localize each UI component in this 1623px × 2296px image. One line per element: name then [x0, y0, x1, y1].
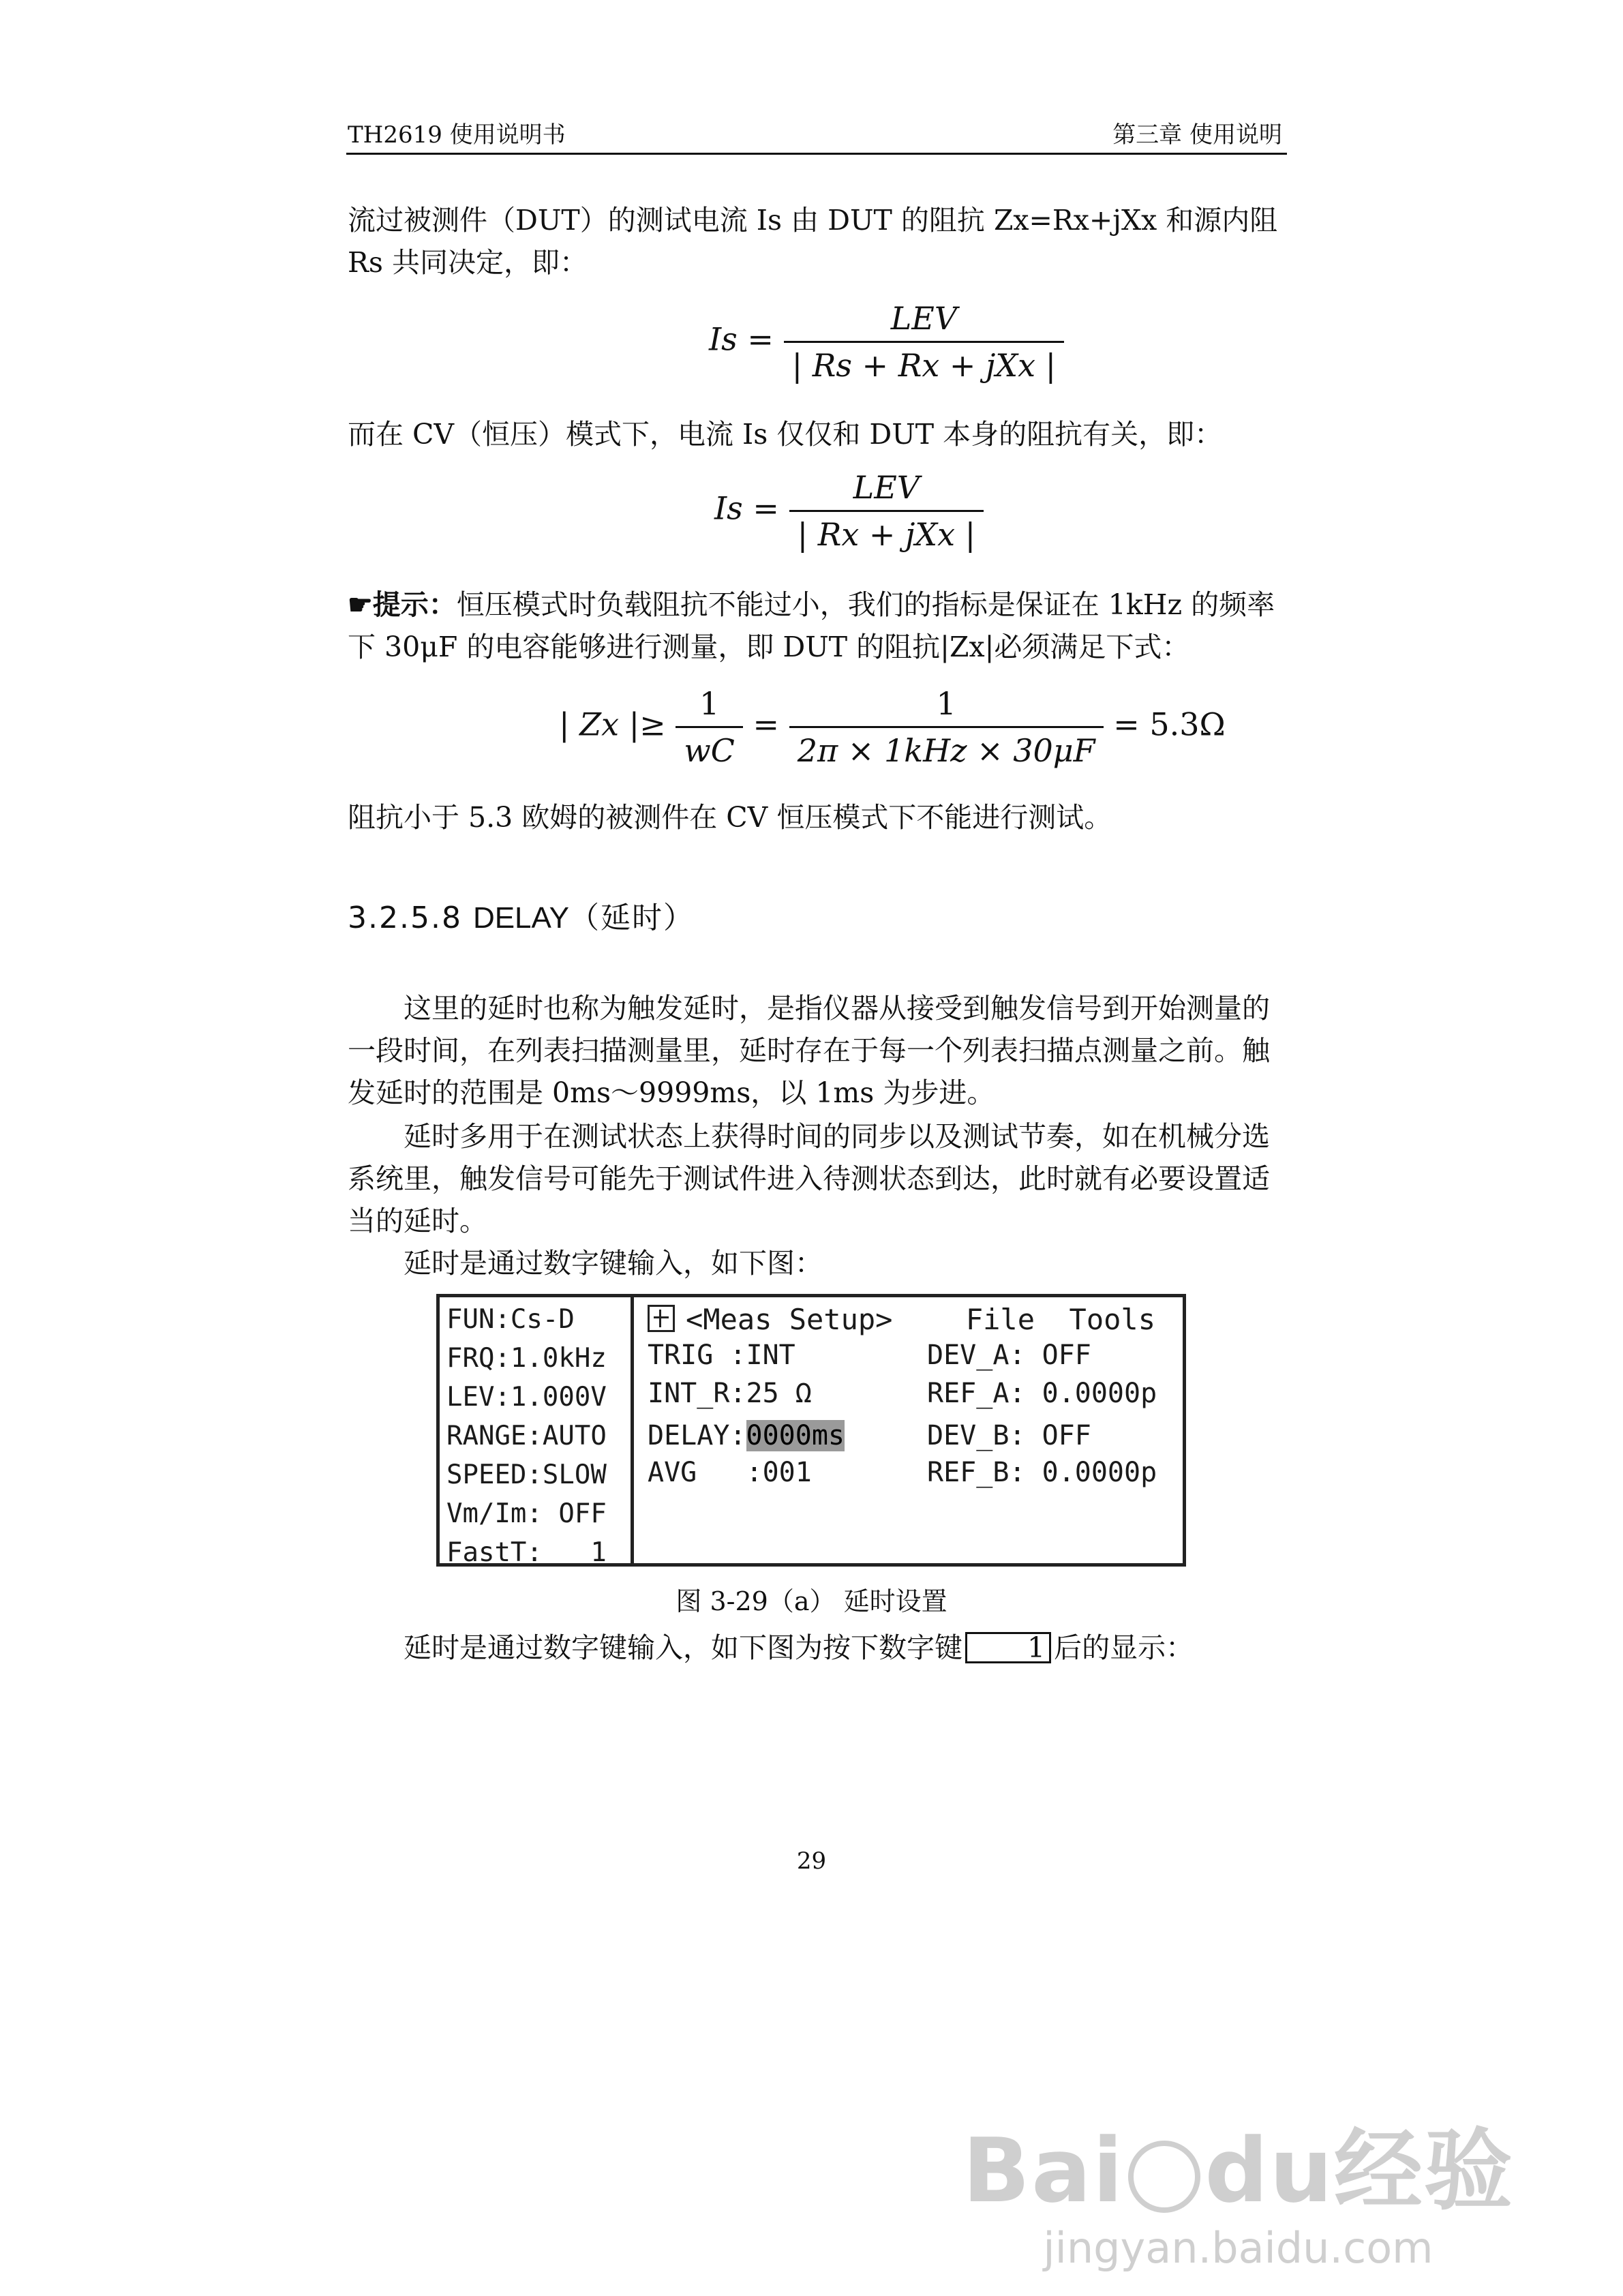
paragraph-2: 而在 CV（恒压）模式下，电流 Is 仅仅和 DUT 本身的阻抗有关，即：: [348, 418, 1223, 451]
tip-label: ☛提示：: [348, 588, 457, 621]
paragraph-8: [348, 1627, 1288, 1669]
formula-2-lhs: Is =: [714, 489, 779, 527]
lcd-delay: [648, 1420, 845, 1451]
formula-3-fraction-1: [676, 685, 743, 769]
lcd-main: [634, 1297, 1183, 1563]
header-right: 第三章 使用说明: [1112, 121, 1282, 149]
lcd-dev-b: DEV_B: OFF: [927, 1420, 1091, 1451]
formula-1-denominator: | Rs + Rx + jXx |: [791, 347, 1057, 384]
figure-caption: 图 3-29（a） 延时设置: [676, 1586, 947, 1616]
page-number: 29: [796, 1847, 827, 1875]
lcd-menu: File Tools: [965, 1303, 1155, 1336]
lcd-ref-b: REF_B: 0.0000p: [927, 1457, 1157, 1488]
formula-1-numerator: LEV: [784, 300, 1065, 343]
watermark-url: jingyan.baidu.com: [1043, 2223, 1434, 2273]
paragraph-8-after: 后的显示：: [1054, 1631, 1194, 1664]
lcd-dev-a: DEV_A: OFF: [927, 1340, 1091, 1371]
formula-1-lhs: Is =: [709, 320, 774, 358]
section-number: 3.2.5.8: [348, 901, 462, 935]
section-heading: [348, 893, 695, 937]
lcd-side-fun: FUN:Cs-D: [446, 1304, 575, 1335]
paw-icon: [1128, 2141, 1200, 2213]
formula-3-den-2: 2π × 1kHz × 30μF: [797, 732, 1095, 769]
menu-box-icon: [648, 1305, 675, 1332]
baidu-watermark: [962, 2100, 1514, 2273]
formula-3-rhs: = 5.3Ω: [1113, 706, 1226, 743]
lcd-side-vmim: Vm/Im: OFF: [446, 1498, 607, 1529]
paragraph-6: 延时多用于在测试状态上获得时间的同步以及测试节奏，如在机械分选系统里，触发信号可能先于测试件进入待测状态到达，此时就有必要设置适当的延时。: [348, 1120, 1270, 1237]
watermark-logo: [962, 2100, 1514, 2227]
paragraph-4: 阻抗小于 5.3 欧姆的被测件在 CV 恒压模式下不能进行测试。: [348, 801, 1112, 834]
lcd-ref-a: REF_A: 0.0000p: [927, 1378, 1157, 1409]
tip-text: 恒压模式时负载阻抗不能过小，我们的指标是保证在 1kHz 的频率下 30μF 的电容能够进行测量，即 DUT 的阻抗|Zx|必须满足下式：: [348, 588, 1275, 663]
lcd-int-r: INT_R:25 Ω: [648, 1378, 812, 1409]
lcd-side-frq: FRQ:1.0kHz: [446, 1343, 607, 1374]
paragraph-tip: [348, 584, 1288, 668]
lcd-screen: [436, 1294, 1186, 1567]
watermark-logo-left: Bai: [962, 2119, 1125, 2222]
lcd-title: [648, 1303, 892, 1336]
paragraph-5: 这里的延时也称为触发延时，是指仪器从接受到触发信号到开始测量的一段时间，在列表扫描测量里，延时存在于每一个列表扫描点测量之前。触发延时的范围是 0ms～9999ms，以 1ms 为步进。: [348, 992, 1270, 1109]
lcd-delay-value: 0000ms: [746, 1420, 845, 1451]
formula-3-den-1: wC: [684, 732, 735, 769]
formula-3-lhs: | Zx |≥: [559, 706, 666, 743]
lcd-delay-label: DELAY:: [648, 1420, 746, 1451]
section-subtitle: （延时）: [568, 901, 695, 935]
section-title: DELAY: [472, 901, 569, 935]
lcd-sidebar: [440, 1297, 634, 1568]
formula-1: [709, 300, 1064, 384]
formula-2-numerator: LEV: [789, 469, 984, 512]
lcd-side-lev: LEV:1.000V: [446, 1382, 607, 1413]
lcd-side-speed: SPEED:SLOW: [446, 1460, 607, 1490]
formula-1-fraction: [784, 300, 1065, 384]
header-rule: [346, 153, 1287, 155]
formula-2-fraction: [789, 469, 984, 553]
watermark-logo-cn: 经验: [1333, 2119, 1514, 2222]
lcd-title-text: <Meas Setup>: [686, 1303, 893, 1336]
lcd-trig: TRIG :INT: [648, 1340, 795, 1371]
lcd-side-fastt: FastT: 1: [446, 1537, 607, 1568]
digit-key-1: 1: [965, 1632, 1051, 1663]
formula-3: [559, 685, 1226, 769]
watermark-logo-right: du: [1204, 2119, 1334, 2222]
paragraph-8-before: 延时是通过数字键输入，如下图为按下数字键: [404, 1631, 962, 1664]
paragraph-1: 流过被测件（DUT）的测试电流 Is 由 DUT 的阻抗 Zx=Rx+jXx 和源内阻 Rs 共同决定，即：: [348, 204, 1278, 279]
paragraph-7: 延时是通过数字键输入，如下图：: [404, 1247, 823, 1280]
formula-3-fraction-2: [789, 685, 1104, 769]
header-left: TH2619 使用说明书: [348, 121, 566, 149]
formula-3-num-1: 1: [676, 685, 743, 728]
formula-3-num-2: 1: [789, 685, 1104, 728]
formula-3-equals: =: [753, 706, 780, 743]
formula-2: [714, 469, 984, 553]
lcd-side-range: RANGE:AUTO: [446, 1421, 607, 1451]
lcd-avg: AVG :001: [648, 1457, 812, 1488]
formula-2-denominator: | Rx + jXx |: [797, 516, 976, 553]
